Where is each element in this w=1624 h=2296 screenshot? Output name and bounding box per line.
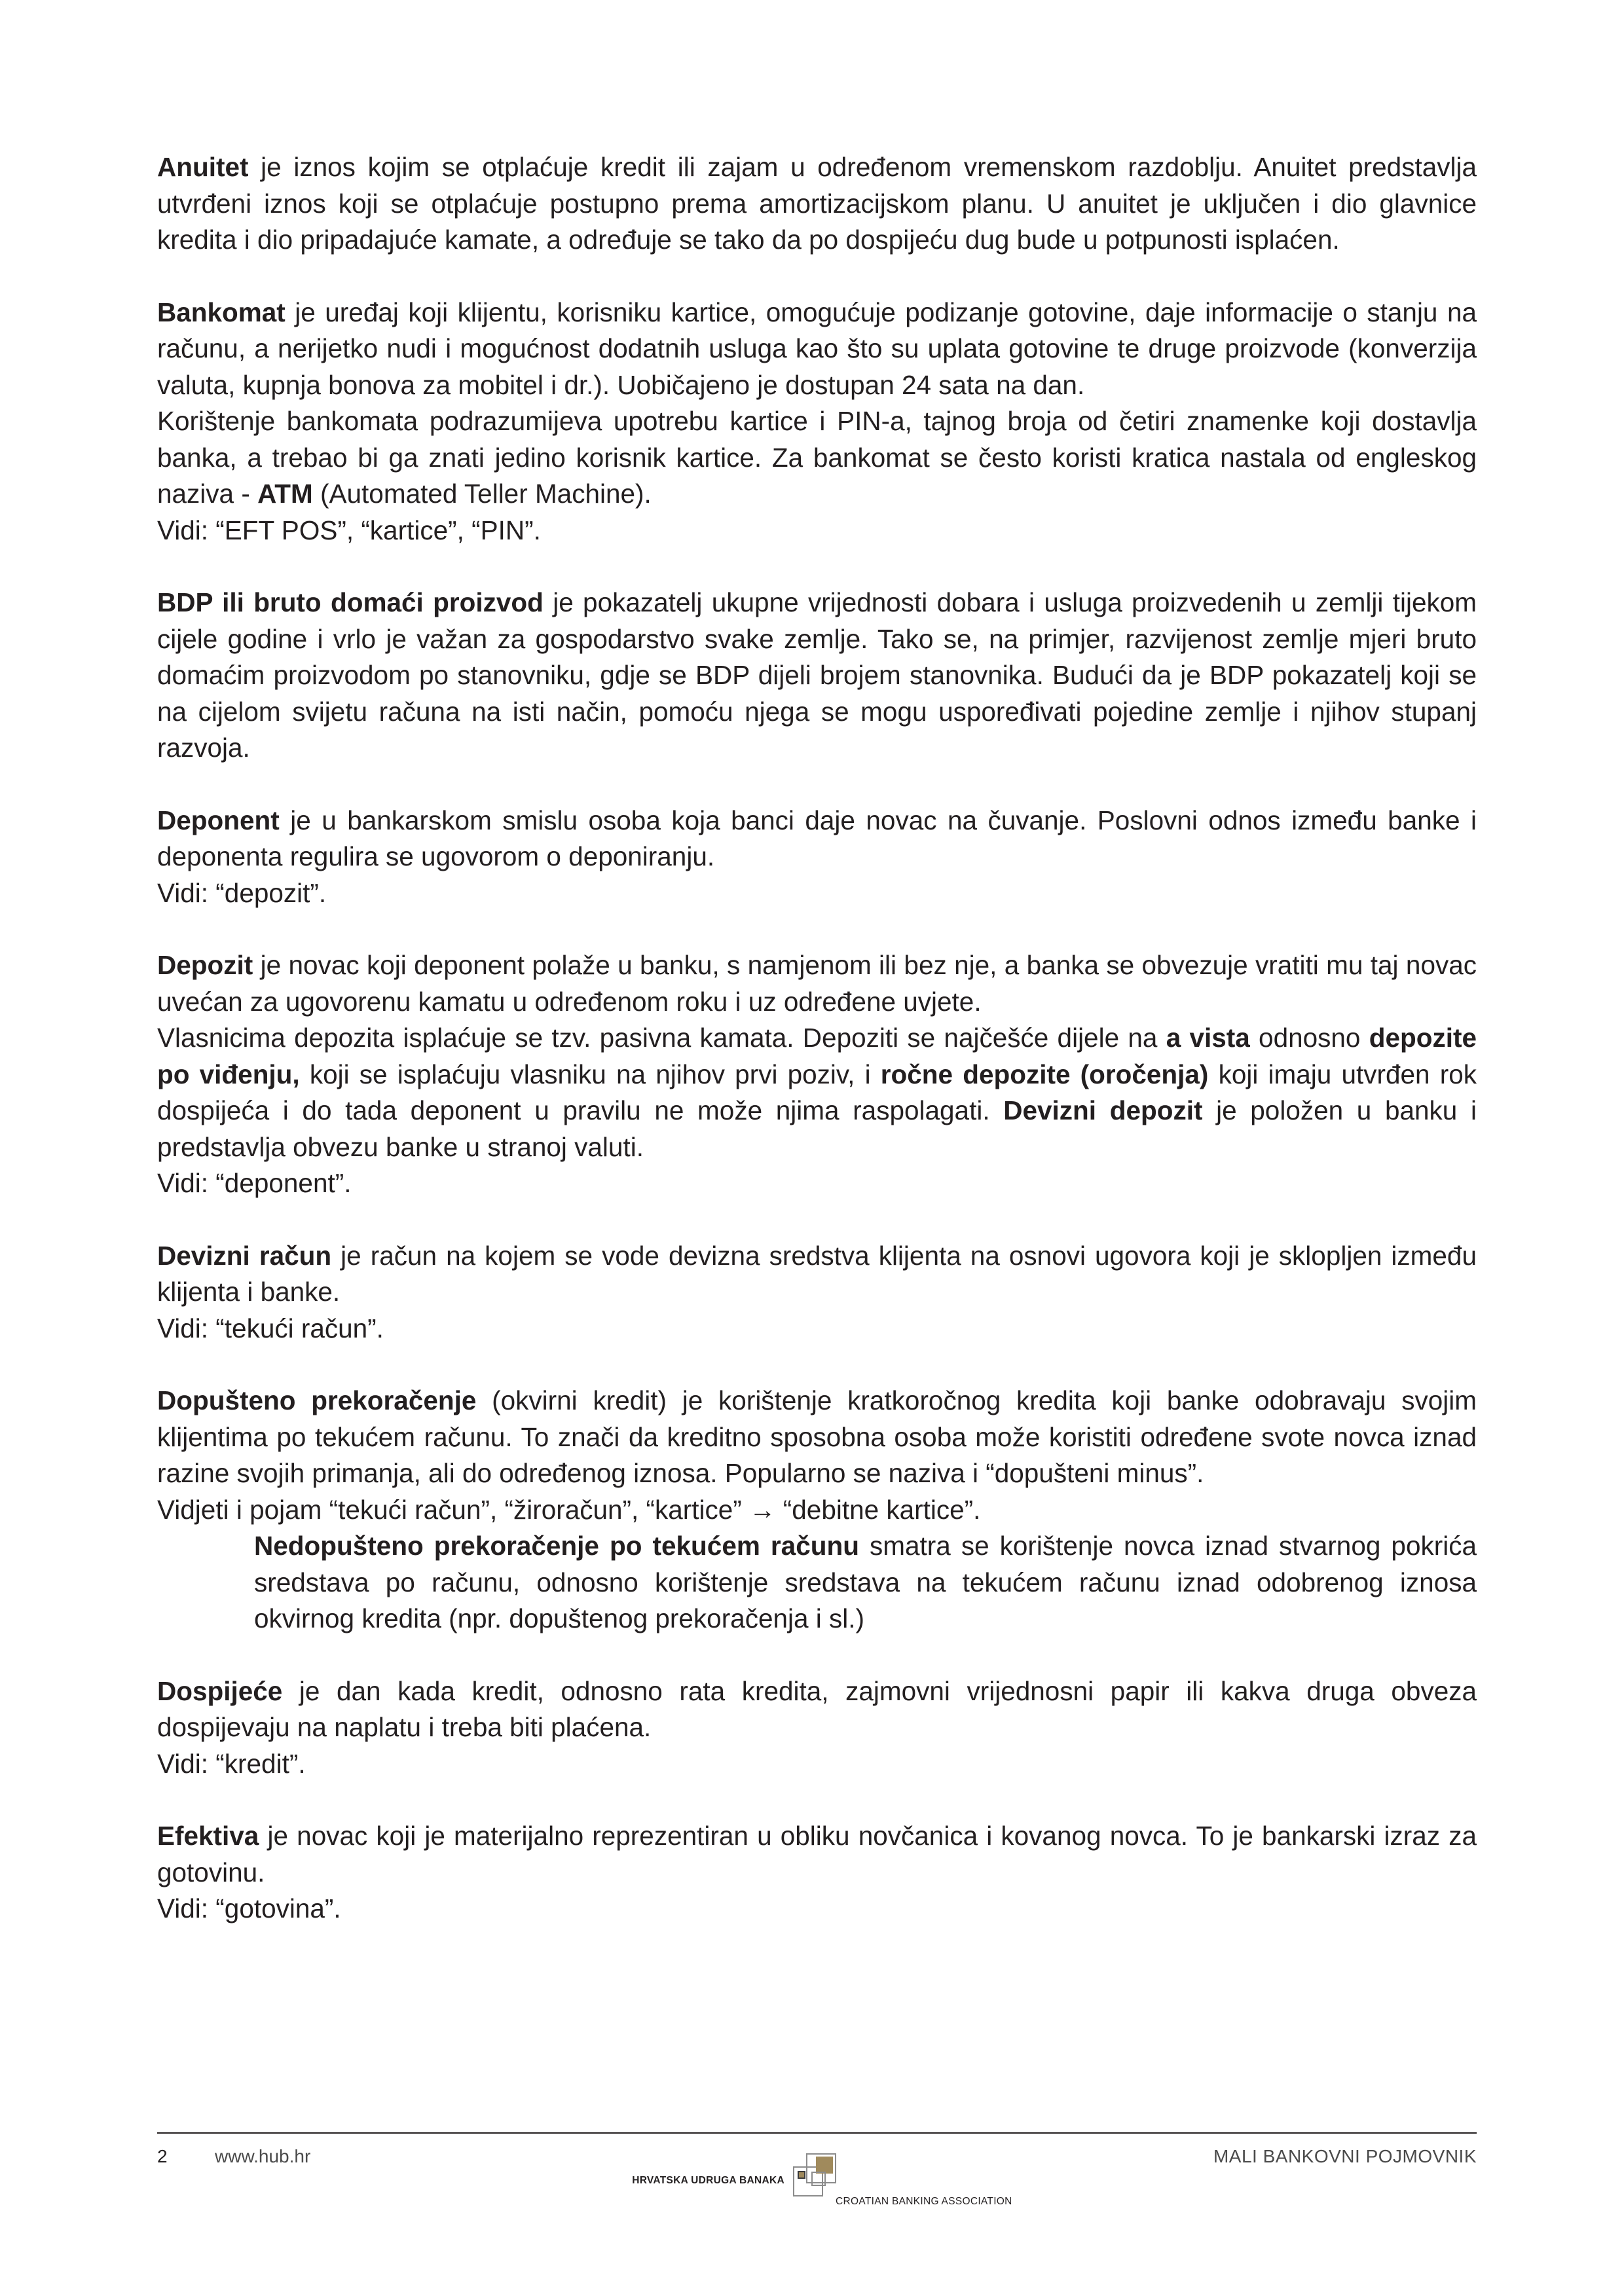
text-run: Vidi: “kredit”. bbox=[157, 1748, 306, 1779]
text-run: odnosno bbox=[1249, 1023, 1369, 1053]
glossary-entry bbox=[157, 149, 1477, 259]
text-run: Vidi: “tekući račun”. bbox=[157, 1313, 384, 1343]
term-bold: Nedopušteno prekoračenje po tekućem računu bbox=[254, 1531, 859, 1561]
glossary-entry bbox=[157, 1818, 1477, 1927]
term-bold: Anuitet bbox=[157, 152, 249, 182]
text-run: Vidi: “EFT POS”, “kartice”, “PIN”. bbox=[157, 515, 541, 545]
text-run: je novac koji deponent polaže u banku, s namjenom ili bez nje, a banka se obvezuje vratiti mu taj novac uvećan za ugovorenu kamatu u određenom roku i uz određene uvjete. bbox=[157, 950, 1477, 1017]
publication-title: MALI BANKOVNI POJMOVNIK bbox=[1213, 2146, 1477, 2166]
term-bold: Devizni depozit bbox=[1003, 1095, 1203, 1125]
logo-text-croatian: HRVATSKA UDRUGA BANAKA bbox=[632, 2175, 784, 2186]
entry-paragraph bbox=[157, 1311, 1477, 1347]
text-run: Korištenje bankomata podrazumijeva upotrebu kartice i PIN-a, tajnog broja od četiri znamenke koji dostavlja banka, a trebao bi ga znati jedino korisnik kartice. Za bankomat se često koristi kratica nastala od engleskog naziva - bbox=[157, 406, 1477, 509]
glossary-entry bbox=[157, 585, 1477, 767]
text-run: je uređaj koji klijentu, korisniku kartice, omogućuje podizanje gotovine, daje informacije o stanju na računu, a nerijetko nudi i mogućnost dodatnih usluga kao što su uplata gotovine te druge proizvode (konverzija valuta, kupnja bonova za mobitel i dr.). Uobičajeno je dostupan 24 sata na dan. bbox=[157, 297, 1477, 400]
text-run: je pokazatelj ukupne vrijednosti dobara i usluga proizvedenih u zemlji tijekom cijele godine i vrlo je važan za gospodarstvo svake zemlje. Tako se, na primjer, razvijenost zemlje mjeri bruto domaćim proizvodom po stanovniku, gdje se BDP dijeli brojem stanovnika. Budući da je BDP pokazatelj koji se na cijelom svijetu računa na isti način, pomoću njega se mogu uspoređivati pojedine zemlje i njihov stupanj razvoja. bbox=[157, 587, 1477, 763]
term-bold: Dospijeće bbox=[157, 1675, 283, 1706]
entry-definition bbox=[157, 1818, 1477, 1891]
text-run: Vidi: “depozit”. bbox=[157, 877, 327, 908]
glossary-entry bbox=[157, 295, 1477, 549]
text-run: (Automated Teller Machine). bbox=[312, 479, 652, 509]
text-run: smatra se korištenje novca iznad stvarnog pokrića sredstava po računu, odnosno korištenje sredstava na tekućem računu iznad odobrenog iznosa okvirnog kredita (npr. dopuštenog prekoračenja i sl.) bbox=[254, 1531, 1477, 1633]
entry-definition bbox=[157, 1673, 1477, 1746]
glossary-entry bbox=[157, 947, 1477, 1202]
term-bold: BDP ili bruto domaći proizvod bbox=[157, 587, 544, 617]
glossary-entry bbox=[157, 1673, 1477, 1783]
website-url: www.hub.hr bbox=[215, 2146, 311, 2166]
text-run: je dan kada kredit, odnosno rata kredita, zajmovni vrijednosni papir ili kakva druga obveza dospijevaju na naplatu i treba biti plaćena. bbox=[157, 1675, 1477, 1742]
entry-definition bbox=[157, 149, 1477, 259]
entry-paragraph bbox=[157, 875, 1477, 912]
logo-text-english: CROATIAN BANKING ASSOCIATION bbox=[836, 2196, 1012, 2207]
entry-paragraph bbox=[157, 1492, 1477, 1529]
text-run: je iznos kojim se otplaćuje kredit ili zajam u određenom vremenskom razdoblju. Anuitet predstavlja utvrđeni iznos koji se otplaćuje postupno prema amortizacijskom planu. U anuitet je uključen i dio glavnice kredita i dio pripadajuće kamate, a određuje se tako da po dospijeću dug bude u potpunosti isplaćen. bbox=[157, 152, 1477, 255]
text-run: Vidjeti i pojam “tekući račun”, “žiroračun”, “kartice” → “debitne kartice”. bbox=[157, 1494, 981, 1525]
term-bold: Efektiva bbox=[157, 1821, 259, 1851]
glossary-entry bbox=[157, 803, 1477, 912]
text-run: je položen u banku i predstavlja obvezu banke u stranoj valuti. bbox=[157, 1095, 1477, 1162]
term-bold: Bankomat bbox=[157, 297, 286, 327]
entry-paragraph bbox=[157, 1891, 1477, 1927]
text-run: je u bankarskom smislu osoba koja banci daje novac na čuvanje. Poslovni odnos između banke i deponenta regulira se ugovorom o deponiranju. bbox=[157, 805, 1477, 871]
text-run: Vidi: “gotovina”. bbox=[157, 1893, 341, 1923]
entry-definition bbox=[157, 1383, 1477, 1492]
entry-definition bbox=[157, 585, 1477, 767]
glossary-entry bbox=[157, 1383, 1477, 1637]
glossary-entry bbox=[157, 1238, 1477, 1347]
entry-paragraph bbox=[157, 1746, 1477, 1783]
text-run: (okvirni kredit) je korištenje kratkoročnog kredita koji banke odobravaju svojim klijentima po tekućem računu. To znači da kreditno sposobna osoba može koristiti određene svote novca iznad razine svojih primanja, ali do određenog iznosa. Popularno se naziva i “dopušteni minus”. bbox=[157, 1385, 1477, 1488]
entry-definition bbox=[157, 947, 1477, 1020]
glossary-content bbox=[157, 149, 1477, 1963]
entry-paragraph bbox=[157, 1528, 1477, 1637]
entry-definition bbox=[157, 803, 1477, 875]
term-bold: ročne depozite (oročenja) bbox=[880, 1059, 1209, 1089]
page-number: 2 bbox=[157, 2146, 168, 2166]
footer-divider bbox=[157, 2132, 1477, 2134]
term-bold: Depozit bbox=[157, 950, 253, 980]
text-run: koji imaju utvrđen rok dospijeća i do tada deponent u pravilu ne može njima raspolagati. bbox=[157, 1059, 1477, 1125]
entry-paragraph bbox=[157, 1165, 1477, 1202]
entry-paragraph bbox=[157, 403, 1477, 513]
term-bold: a vista bbox=[1166, 1023, 1250, 1053]
term-bold: Dopušteno prekoračenje bbox=[157, 1385, 477, 1415]
text-run: koji se isplaćuju vlasniku na njihov prvi poziv, i bbox=[299, 1059, 881, 1089]
hub-logo bbox=[629, 2141, 1022, 2206]
term-bold: depozite po viđenju, bbox=[157, 1023, 1477, 1089]
entry-paragraph bbox=[157, 1020, 1477, 1165]
entry-paragraph bbox=[157, 513, 1477, 549]
term-bold: Deponent bbox=[157, 805, 280, 835]
entry-definition bbox=[157, 295, 1477, 404]
text-run: Vlasnicima depozita isplaćuje se tzv. pasivna kamata. Depoziti se najčešće dijele na bbox=[157, 1023, 1166, 1053]
text-run: je račun na kojem se vode devizna sredstva klijenta na osnovi ugovora koji je sklopljen između klijenta i banke. bbox=[157, 1240, 1477, 1307]
text-run: Vidi: “deponent”. bbox=[157, 1168, 352, 1198]
term-bold: Devizni račun bbox=[157, 1240, 332, 1271]
entry-definition bbox=[157, 1238, 1477, 1311]
text-run: je novac koji je materijalno reprezentiran u obliku novčanica i kovanog novca. To je bankarski izraz za gotovinu. bbox=[157, 1821, 1477, 1887]
term-bold: ATM bbox=[257, 479, 313, 509]
